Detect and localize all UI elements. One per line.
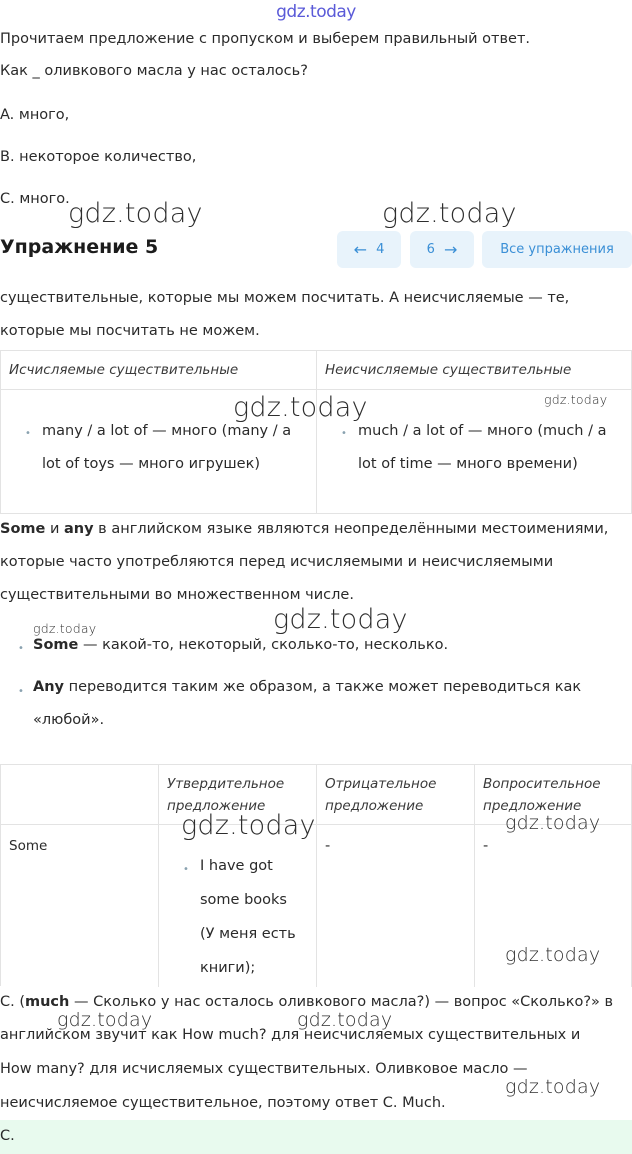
header-countable: Исчисляемые существительные (9, 362, 239, 378)
header-affirmative: Утвердительное (167, 776, 285, 792)
exercise-title: Упражнение 5 (0, 236, 159, 258)
bullet-icon: • (18, 686, 24, 697)
option-b: B. некоторое количество, (0, 149, 197, 165)
explanation-line: How many? для исчисляемых существительных. Оливковое масло — (0, 1061, 528, 1077)
explanation-text: — Сколько у нас осталось оливкового масла?) — вопрос «Сколько?» в (69, 994, 614, 1010)
explanation-line (0, 994, 613, 1010)
header-negative: предложение (325, 798, 424, 814)
answer-text: C. (0, 1128, 15, 1144)
cell-text: lot of time — много времени) (358, 456, 578, 472)
cell-text: some books (200, 892, 287, 908)
next-exercise-label: 6 (426, 242, 435, 257)
explanation-line: неисчисляемое существительное, поэтому ответ C. Much. (0, 1095, 446, 1111)
some-any-line: существительными во множественном числе. (0, 587, 354, 603)
bullet-any-line2: «любой». (33, 712, 105, 728)
prev-exercise-button[interactable] (337, 231, 401, 268)
option-a: A. много, (0, 107, 70, 123)
cell-text: lot of toys — много игрушек) (42, 456, 261, 472)
watermark: gdz.today (382, 198, 517, 229)
header-uncountable: Неисчисляемые существительные (325, 362, 572, 378)
watermark: gdz.today (544, 392, 608, 407)
bullet-icon: • (341, 428, 347, 439)
watermark: gdz.today (57, 1009, 153, 1031)
table-cell (159, 825, 317, 987)
answer-box (0, 1120, 632, 1154)
some-bold: Some (0, 521, 46, 537)
countable-table (0, 350, 632, 514)
watermark: gdz.today (181, 810, 316, 841)
header-question: Вопросительное (483, 776, 601, 792)
bullet-some-text: — какой-то, некоторый, сколько-то, несколько. (78, 637, 449, 653)
row-label-some: Some (9, 838, 48, 854)
all-exercises-label: Все упражнения (500, 242, 614, 257)
bullet-icon: • (183, 864, 189, 875)
explanation-line: английском звучит как How much? для неисчисляемых существительных и (0, 1027, 581, 1043)
countable-line: которые мы посчитать не можем. (0, 323, 260, 339)
some-any-text: в английском языке являются неопределёнными местоимениями, (93, 521, 609, 537)
table-header-cell (317, 765, 475, 825)
cell-text: I have got (200, 858, 273, 874)
table-cell (317, 825, 475, 987)
some-any-line: которые часто употребляются перед исчисляемыми и неисчисляемыми (0, 554, 554, 570)
all-exercises-button[interactable] (482, 231, 632, 268)
watermark: gdz.today (505, 944, 601, 966)
header-question: предложение (483, 798, 582, 814)
table-header-cell (1, 351, 317, 390)
arrow-left-icon: ← (353, 240, 368, 259)
countable-line: существительные, которые мы можем посчитать. А неисчисляемые — те, (0, 290, 570, 306)
bullet-any (33, 679, 581, 695)
watermark: gdz.today (33, 621, 97, 636)
option-c: C. много. (0, 191, 70, 207)
explanation-bold: much (25, 994, 70, 1010)
watermark: gdz.today (68, 198, 203, 229)
cell-question: - (483, 838, 489, 854)
any-bold: any (64, 521, 94, 537)
bullet-some-bold: Some (33, 637, 79, 653)
explanation-text: C. ( (0, 994, 25, 1010)
cell-text: many / a lot of — много (many / a (42, 423, 292, 439)
watermark: gdz.today (505, 812, 601, 834)
and-text: и (45, 521, 65, 537)
cell-text: much / a lot of — много (much / a (358, 423, 607, 439)
intro-text: Прочитаем предложение с пропуском и выберем правильный ответ. (0, 31, 531, 47)
bullet-some (33, 637, 448, 653)
some-any-line (0, 521, 608, 537)
cell-text: книги); (200, 960, 256, 976)
arrow-right-icon: → (443, 240, 458, 259)
intro-line (0, 31, 530, 47)
bullet-icon: • (18, 643, 24, 654)
header-negative: Отрицательное (325, 776, 437, 792)
cell-text: (У меня есть (200, 926, 296, 942)
watermark: gdz.today (505, 1076, 601, 1098)
prev-exercise-label: 4 (376, 242, 385, 257)
table-header-cell (1, 765, 159, 825)
next-exercise-button[interactable] (410, 231, 474, 268)
bullet-icon: • (25, 428, 31, 439)
watermark: gdz.today (273, 604, 408, 635)
site-logo[interactable]: gdz.today (276, 2, 356, 22)
watermark: gdz.today (297, 1009, 393, 1031)
header-affirmative: предложение (167, 798, 266, 814)
table-header-cell (317, 351, 632, 390)
bullet-any-text: переводится таким же образом, а также может переводиться как (64, 679, 582, 695)
table-cell (1, 825, 159, 987)
cell-negative: - (325, 838, 331, 854)
watermark: gdz.today (233, 392, 368, 423)
question-text: Как _ оливкового масла у нас осталось? (0, 63, 308, 79)
bullet-any-bold: Any (33, 679, 64, 695)
